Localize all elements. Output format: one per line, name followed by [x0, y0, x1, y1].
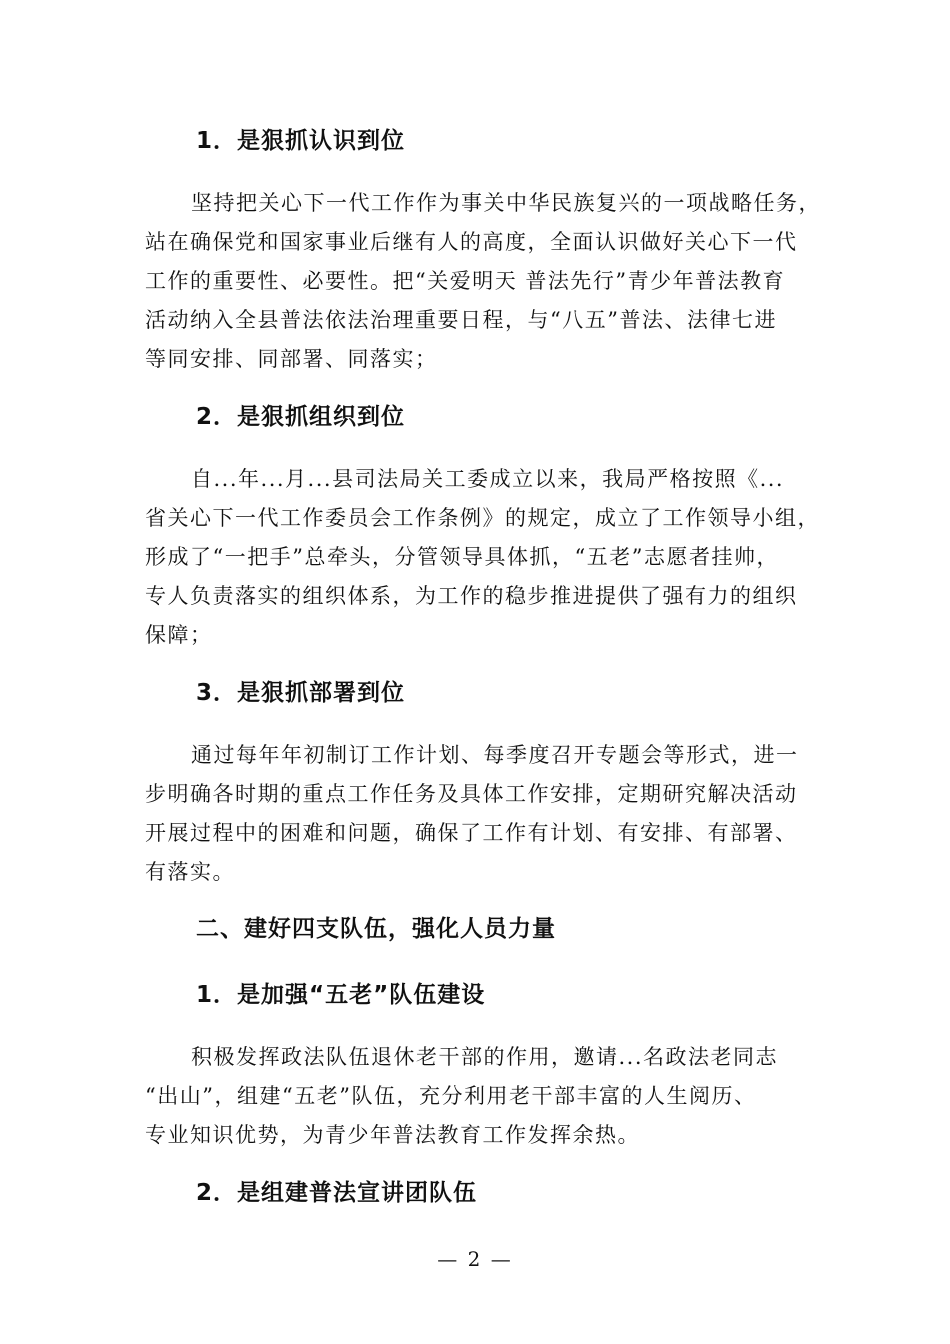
paragraph-line: “出山”，组建“五老”队伍，充分利用老干部丰富的人生阅历、: [145, 1084, 757, 1108]
section-paragraph-2: [145, 460, 820, 655]
paragraph-line: 积极发挥政法队伍退休老干部的作用，邀请...名政法老同志: [191, 1045, 779, 1069]
paragraph-line: 省关心下一代工作委员会工作条例》的规定，成立了工作领导小组，: [145, 506, 820, 530]
paragraph-line: 站在确保党和国家事业后继有人的高度，全面认识做好关心下一代: [145, 230, 798, 254]
paragraph-line: 保障；: [145, 623, 213, 647]
paragraph-line: 自...年...月...县司法局关工委成立以来，我局严格按照《...: [191, 467, 785, 491]
section-heading-4: 1．是加强“五老”队伍建设: [196, 982, 486, 1008]
section-paragraph-1: [145, 184, 821, 379]
paragraph-line: 工作的重要性、必要性。把“关爱明天 普法先行”青少年普法教育: [145, 269, 786, 293]
paragraph-line: 通过每年年初制订工作计划、每季度召开专题会等形式，进一: [191, 743, 799, 767]
paragraph-line: 有落实。: [145, 860, 235, 884]
paragraph-line: 等同安排、同部署、同落实；: [145, 347, 438, 371]
section-heading-3: 3．是狠抓部署到位: [196, 680, 406, 706]
section-paragraph-4: [145, 1038, 815, 1155]
paragraph-line: 坚持把关心下一代工作作为事关中华民族复兴的一项战略任务，: [191, 191, 821, 215]
paragraph-line: 开展过程中的困难和问题，确保了工作有计划、有安排、有部署、: [145, 821, 798, 845]
paragraph-line: 步明确各时期的重点工作任务及具体工作安排，定期研究解决活动: [145, 782, 798, 806]
chapter-heading-2: 二、建好四支队伍，强化人员力量: [196, 916, 556, 942]
paragraph-line: 形成了“一把手”总牵头，分管领导具体抓，“五老”志愿者挂帅，: [145, 545, 779, 569]
section-heading-2: 2．是狠抓组织到位: [196, 404, 406, 430]
paragraph-line: 专人负责落实的组织体系，为工作的稳步推进提供了强有力的组织: [145, 584, 798, 608]
paragraph-line: 活动纳入全县普法依法治理重要日程，与“八五”普法、法律七进: [145, 308, 777, 332]
page-number: — 2 —: [437, 1247, 513, 1271]
section-heading-1: 1．是狠抓认识到位: [196, 128, 406, 154]
section-paragraph-3: [145, 736, 815, 892]
section-heading-5: 2．是组建普法宣讲团队伍: [196, 1180, 478, 1206]
paragraph-line: 专业知识优势，为青少年普法教育工作发挥余热。: [145, 1123, 640, 1147]
